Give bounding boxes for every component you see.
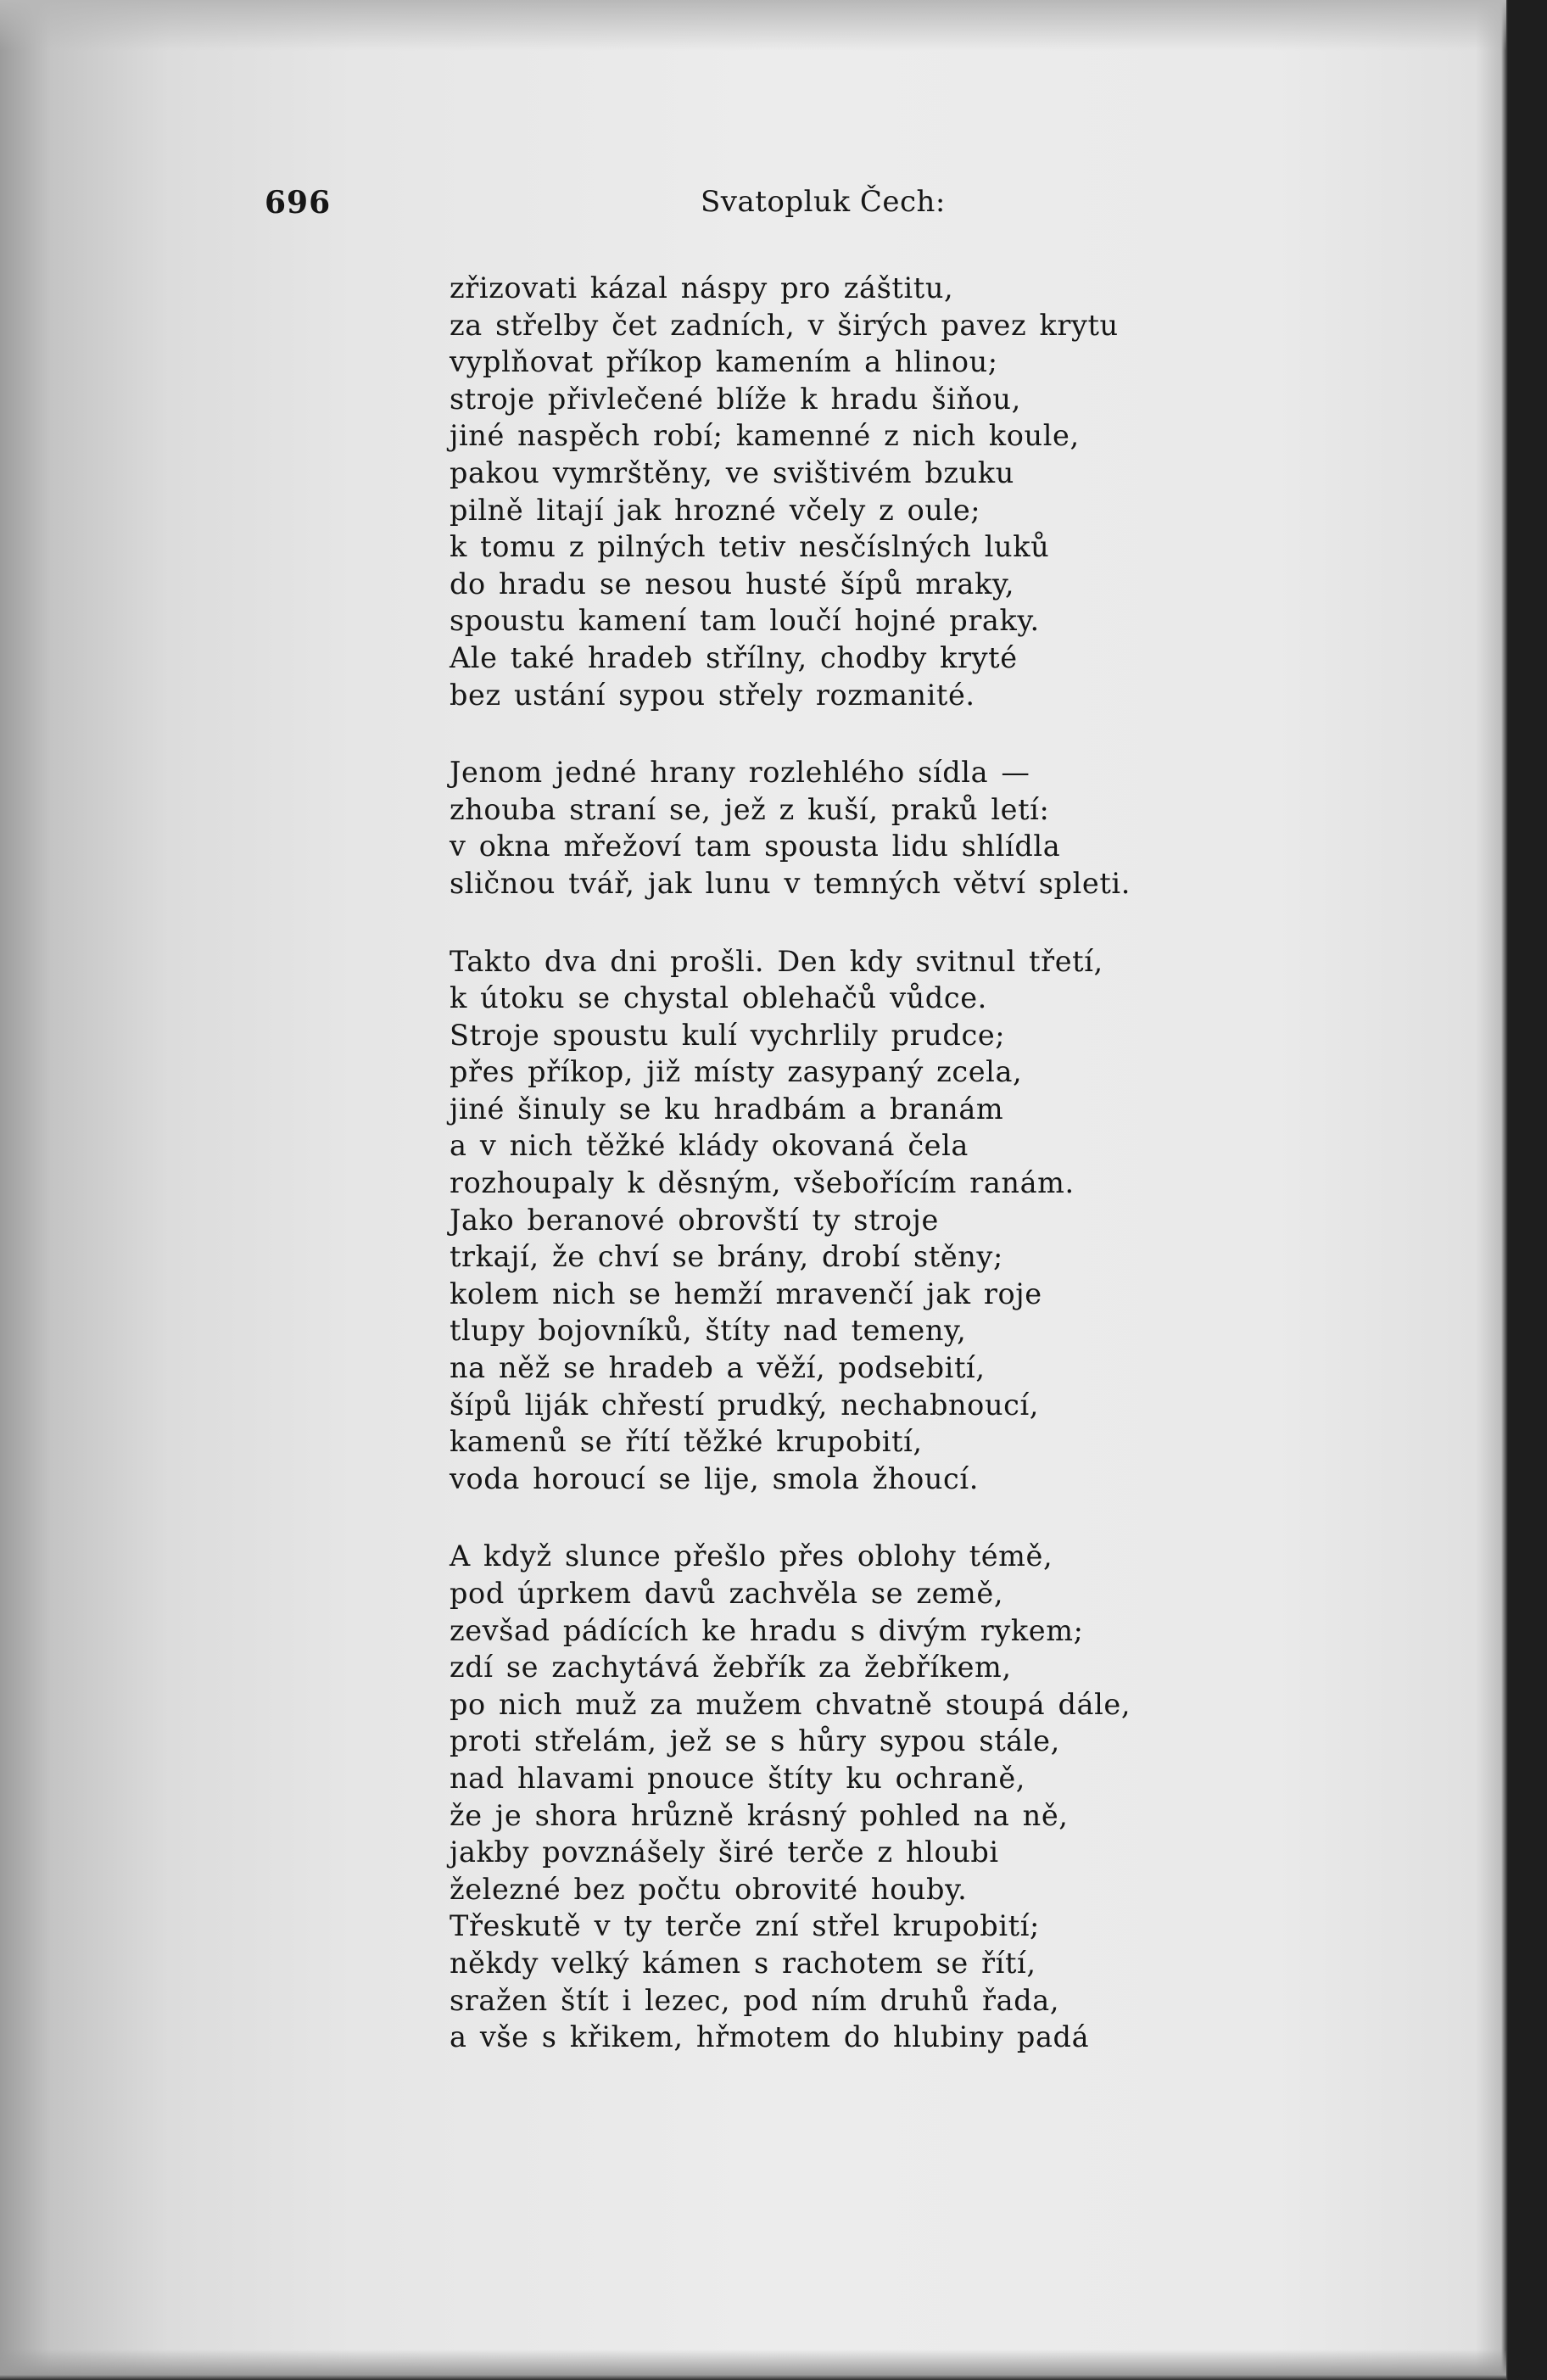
verse-line: proti střelám, jež se s hůry sypou stále, xyxy=(450,1724,1060,1758)
stanza-1 xyxy=(450,270,1467,713)
verse-line: kamenů se řítí těžké krupobití, xyxy=(450,1425,923,1459)
verse-line: bez ustání sypou střely rozmanité. xyxy=(450,678,975,712)
verse-line: přes příkop, již místy zasypaný zcela, xyxy=(450,1055,1023,1089)
verse-line: Stroje spoustu kulí vychrlily prudce; xyxy=(450,1018,1006,1052)
verse-line: pilně litají jak hrozné včely z oule; xyxy=(450,493,981,527)
verse-line: pakou vymrštěny, ve svištivém bzuku xyxy=(450,455,1014,489)
verse-line: zhouba straní se, jež z kuší, praků letí: xyxy=(450,792,1050,826)
verse-line: jiné šinuly se ku hradbám a branám xyxy=(450,1092,1004,1126)
verse-line: k útoku se chystal oblehačů vůdce. xyxy=(450,981,987,1015)
verse-line: zevšad pádících ke hradu s divým rykem; xyxy=(450,1613,1084,1647)
stanza-4 xyxy=(450,1538,1467,2055)
verse-line: Jako beranové obrovští ty stroje xyxy=(450,1203,939,1237)
verse-line: někdy velký kámen s rachotem se řítí, xyxy=(450,1946,1036,1980)
verse-line: tlupy bojovníků, štíty nad temeny, xyxy=(450,1314,967,1348)
verse-line: sličnou tvář, jak lunu v temných větví spleti. xyxy=(450,866,1131,900)
verse-line: šípů liják chřestí prudký, nechabnoucí, xyxy=(450,1388,1040,1422)
verse-line: v okna mřežoví tam spousta lidu shlídla xyxy=(450,830,1061,863)
stanza-3 xyxy=(450,943,1467,1498)
verse-line: na něž se hradeb a věží, podsebití, xyxy=(450,1351,986,1385)
verse-line: Třeskutě v ty terče zní střel krupobití; xyxy=(450,1909,1040,1943)
verse-line: nad hlavami pnouce štíty ku ochraně, xyxy=(450,1761,1025,1795)
stanza-2 xyxy=(450,754,1467,902)
verse-line: zřizovati kázal náspy pro záštitu, xyxy=(450,271,954,304)
verse-line: za střelby čet zadních, v širých pavez krytu xyxy=(450,308,1119,342)
verse-line: zdí se zachytává žebřík za žebříkem, xyxy=(450,1651,1012,1684)
running-head: Svatopluk Čech: xyxy=(701,185,946,219)
poem-text xyxy=(450,270,1467,2097)
verse-line: že je shora hrůzně krásný pohled na ně, xyxy=(450,1798,1069,1832)
verse-line: sražen štít i lezec, pod ním druhů řada, xyxy=(450,1983,1060,2017)
page-number: 696 xyxy=(265,185,332,221)
verse-line: trkají, že chví se brány, drobí stěny; xyxy=(450,1240,1003,1274)
verse-line: vyplňovat příkop kamením a hlinou; xyxy=(450,345,998,379)
verse-line: a vše s křikem, hřmotem do hlubiny padá xyxy=(450,2020,1090,2054)
verse-line: Takto dva dni prošli. Den kdy svitnul třetí, xyxy=(450,944,1103,978)
verse-line: a v nich těžké klády okovaná čela xyxy=(450,1129,969,1163)
verse-line: rozhoupaly k děsným, všebořícím ranám. xyxy=(450,1166,1075,1200)
verse-line: jakby povznášely širé terče z hloubi xyxy=(450,1835,999,1869)
verse-line: Ale také hradeb střílny, chodby kryté xyxy=(450,640,1018,674)
verse-line: pod úprkem davů zachvěla se země, xyxy=(450,1577,1004,1610)
verse-line: Jenom jedné hrany rozlehlého sídla — xyxy=(450,756,1030,790)
verse-line: spoustu kamení tam loučí hojné praky. xyxy=(450,604,1040,638)
verse-line: voda horoucí se lije, smola žhoucí. xyxy=(450,1461,979,1495)
verse-line: A když slunce přešlo přes oblohy témě, xyxy=(450,1539,1053,1573)
verse-line: kolem nich se hemží mravenčí jak roje xyxy=(450,1277,1042,1310)
verse-line: k tomu z pilných tetiv nesčíslných luků xyxy=(450,530,1050,564)
verse-line: do hradu se nesou husté šípů mraky, xyxy=(450,567,1015,601)
verse-line: po nich muž za mužem chvatně stoupá dále, xyxy=(450,1687,1131,1721)
verse-line: stroje přivlečené blíže k hradu šiňou, xyxy=(450,382,1021,416)
verse-line: železné bez počtu obrovité houby. xyxy=(450,1872,968,1906)
verse-line: jiné naspěch robí; kamenné z nich koule, xyxy=(450,419,1080,453)
